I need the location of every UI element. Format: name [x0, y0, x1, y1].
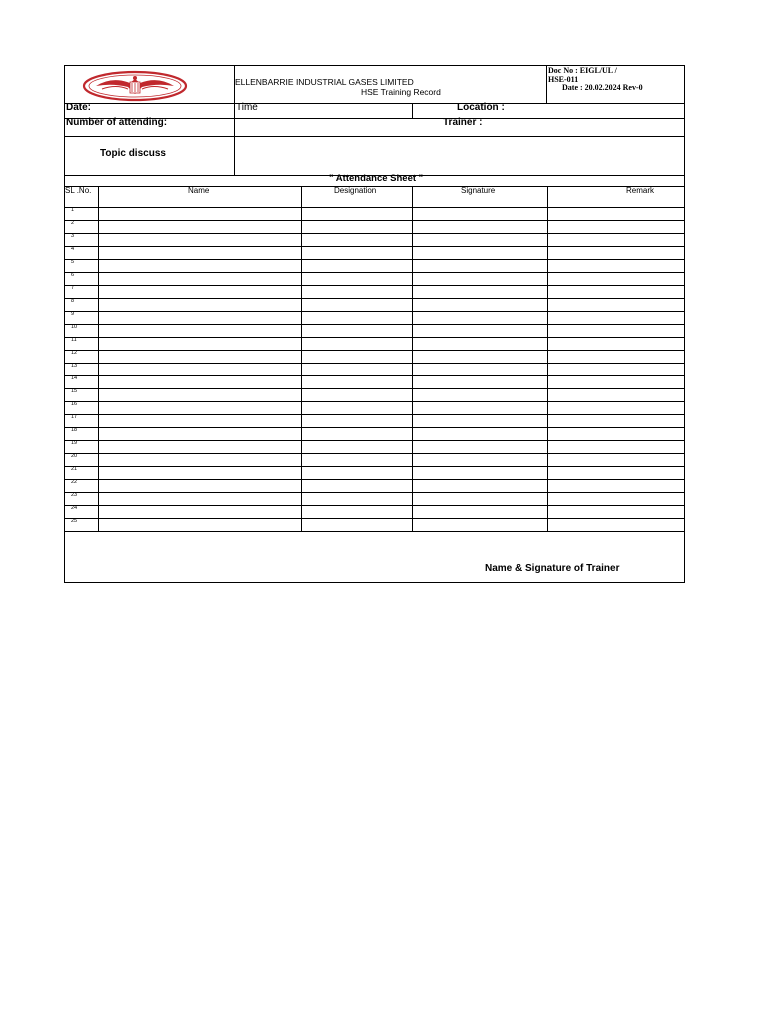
signature-cell[interactable] [413, 272, 546, 284]
signature-cell[interactable] [413, 220, 546, 232]
row-number: 17 [71, 414, 78, 421]
name-cell[interactable] [99, 493, 300, 505]
designation-cell[interactable] [302, 376, 411, 388]
col-remark: Remark [626, 186, 655, 195]
date-label: Date: [66, 102, 92, 113]
topic-field[interactable] [236, 137, 683, 174]
row-number: 15 [71, 388, 78, 395]
topic-label: Topic discuss [100, 148, 166, 159]
name-cell[interactable] [99, 480, 300, 492]
designation-cell[interactable] [302, 363, 411, 375]
name-cell[interactable] [99, 208, 300, 220]
designation-cell[interactable] [302, 259, 411, 271]
divider [546, 65, 547, 103]
divider [64, 388, 685, 389]
divider [64, 220, 685, 221]
col-signature: Signature [461, 186, 496, 195]
name-cell[interactable] [99, 402, 300, 414]
attending-label: Number of attending: [66, 117, 168, 128]
divider [64, 375, 685, 376]
name-cell[interactable] [99, 259, 300, 271]
attendance-title: " Attendance Sheet " [329, 173, 424, 184]
location-label: Location : [457, 102, 505, 113]
divider [64, 311, 685, 312]
remark-cell[interactable] [548, 480, 684, 492]
col-designation: Designation [334, 186, 377, 195]
designation-cell[interactable] [302, 389, 411, 401]
remark-cell[interactable] [548, 350, 684, 362]
designation-cell[interactable] [302, 324, 411, 336]
divider [64, 414, 685, 415]
signature-cell[interactable] [413, 259, 546, 271]
divider [412, 103, 413, 118]
remark-cell[interactable] [548, 454, 684, 466]
form-title: HSE Training Record [361, 87, 441, 97]
name-cell[interactable] [99, 298, 300, 310]
remark-cell[interactable] [548, 428, 684, 440]
row-number: 1 [71, 207, 75, 213]
signature-cell[interactable] [413, 285, 546, 297]
signature-cell[interactable] [413, 506, 546, 518]
eagle-emblem-icon [82, 70, 188, 102]
remark-cell[interactable] [548, 467, 684, 479]
remark-cell[interactable] [548, 389, 684, 401]
remark-cell[interactable] [548, 441, 684, 453]
remark-cell[interactable] [548, 298, 684, 310]
designation-cell[interactable] [302, 480, 411, 492]
doc-number: Doc No : EIGL/UL / [548, 66, 617, 75]
divider [64, 363, 685, 364]
row-number: 14 [71, 375, 78, 382]
divider [64, 492, 685, 493]
col-name: Name [188, 186, 210, 195]
signature-cell[interactable] [413, 298, 546, 310]
remark-cell[interactable] [548, 233, 684, 245]
designation-cell[interactable] [302, 428, 411, 440]
remark-cell[interactable] [548, 415, 684, 427]
name-cell[interactable] [99, 415, 300, 427]
designation-cell[interactable] [302, 506, 411, 518]
divider [64, 272, 685, 273]
row-number: 6 [71, 271, 75, 278]
divider [64, 531, 685, 532]
signature-cell[interactable] [413, 246, 546, 258]
row-number: 9 [71, 310, 75, 317]
signature-cell[interactable] [413, 467, 546, 479]
divider [64, 427, 685, 428]
divider [64, 401, 685, 402]
remark-cell[interactable] [548, 272, 684, 284]
divider [64, 285, 685, 286]
remark-cell[interactable] [548, 311, 684, 323]
signature-cell[interactable] [413, 402, 546, 414]
row-number: 22 [71, 479, 78, 486]
designation-cell[interactable] [302, 415, 411, 427]
designation-cell[interactable] [302, 246, 411, 258]
row-number: 21 [71, 466, 78, 473]
divider [64, 518, 685, 519]
name-cell[interactable] [99, 272, 300, 284]
name-cell[interactable] [99, 428, 300, 440]
trainer-label: Trainer : [443, 117, 483, 128]
trainer-signature-label: Name & Signature of Trainer [485, 563, 620, 574]
doc-date: Date : 20.02.2024 Rev-0 [562, 83, 643, 92]
signature-cell[interactable] [413, 389, 546, 401]
row-number: 20 [71, 453, 78, 460]
divider [64, 453, 685, 454]
designation-cell[interactable] [302, 467, 411, 479]
name-cell[interactable] [99, 233, 300, 245]
designation-cell[interactable] [302, 208, 411, 220]
designation-cell[interactable] [302, 272, 411, 284]
designation-cell[interactable] [302, 402, 411, 414]
remark-cell[interactable] [548, 506, 684, 518]
designation-cell[interactable] [302, 220, 411, 232]
designation-cell[interactable] [302, 350, 411, 362]
name-cell[interactable] [99, 376, 300, 388]
designation-cell[interactable] [302, 441, 411, 453]
trainer-field[interactable] [484, 119, 683, 132]
remark-cell[interactable] [548, 363, 684, 375]
row-number: 2 [71, 219, 75, 226]
name-cell[interactable] [99, 324, 300, 336]
divider [234, 65, 235, 175]
divider [64, 466, 685, 467]
row-number: 7 [71, 284, 75, 291]
row-number: 11 [71, 336, 77, 343]
name-cell[interactable] [99, 285, 300, 297]
date-field[interactable] [90, 104, 233, 117]
designation-cell[interactable] [302, 233, 411, 245]
designation-cell[interactable] [302, 298, 411, 310]
signature-cell[interactable] [413, 208, 546, 220]
divider [64, 259, 685, 260]
row-number: 13 [71, 362, 78, 369]
divider [64, 233, 685, 234]
name-cell[interactable] [99, 467, 300, 479]
divider [64, 440, 685, 441]
name-cell[interactable] [99, 337, 300, 349]
remark-cell[interactable] [548, 259, 684, 271]
remark-cell[interactable] [548, 285, 684, 297]
divider [64, 246, 685, 247]
remark-cell[interactable] [548, 493, 684, 505]
time-field[interactable] [262, 104, 410, 117]
remark-cell[interactable] [548, 337, 684, 349]
row-number: 18 [71, 427, 78, 434]
name-cell[interactable] [99, 441, 300, 453]
signature-cell[interactable] [413, 428, 546, 440]
remark-cell[interactable] [548, 519, 684, 531]
attending-count-field[interactable] [236, 119, 440, 132]
designation-cell[interactable] [302, 311, 411, 323]
remark-cell[interactable] [548, 246, 684, 258]
row-number: 10 [71, 323, 78, 330]
signature-cell[interactable] [413, 376, 546, 388]
row-number: 24 [71, 505, 78, 512]
time-label: Time [236, 102, 258, 113]
name-cell[interactable] [99, 246, 300, 258]
designation-cell[interactable] [302, 519, 411, 531]
row-number: 16 [71, 401, 78, 408]
name-cell[interactable] [99, 519, 300, 531]
remark-cell[interactable] [548, 324, 684, 336]
remark-cell[interactable] [548, 402, 684, 414]
name-cell[interactable] [99, 220, 300, 232]
signature-cell[interactable] [413, 233, 546, 245]
row-number: 8 [71, 297, 75, 304]
signature-cell[interactable] [413, 324, 546, 336]
row-number: 3 [71, 232, 75, 239]
signature-cell[interactable] [413, 480, 546, 492]
designation-cell[interactable] [302, 285, 411, 297]
signature-cell[interactable] [413, 519, 546, 531]
designation-cell[interactable] [302, 454, 411, 466]
divider [64, 350, 685, 351]
signature-cell[interactable] [413, 311, 546, 323]
signature-cell[interactable] [413, 337, 546, 349]
row-number: 19 [71, 440, 78, 447]
divider [64, 298, 685, 299]
remark-cell[interactable] [548, 376, 684, 388]
row-number: 23 [71, 492, 78, 499]
name-cell[interactable] [99, 454, 300, 466]
company-name: ELLENBARRIE INDUSTRIAL GASES LIMITED [235, 77, 414, 87]
signature-cell[interactable] [413, 441, 546, 453]
location-field[interactable] [505, 104, 683, 117]
row-number: 25 [71, 518, 78, 525]
row-number: 12 [71, 349, 78, 356]
signature-cell[interactable] [413, 454, 546, 466]
name-cell[interactable] [99, 389, 300, 401]
remark-cell[interactable] [548, 220, 684, 232]
divider [64, 337, 685, 338]
name-cell[interactable] [99, 350, 300, 362]
signature-cell[interactable] [413, 363, 546, 375]
divider [64, 324, 685, 325]
row-number: 5 [71, 258, 75, 265]
signature-cell[interactable] [413, 493, 546, 505]
col-sl-no: SL .No. [65, 186, 92, 195]
name-cell[interactable] [99, 311, 300, 323]
remark-cell[interactable] [548, 208, 684, 220]
signature-cell[interactable] [413, 350, 546, 362]
name-cell[interactable] [99, 363, 300, 375]
divider [64, 479, 685, 480]
divider [64, 505, 685, 506]
row-number: 4 [71, 245, 75, 252]
designation-cell[interactable] [302, 493, 411, 505]
name-cell[interactable] [99, 506, 300, 518]
signature-cell[interactable] [413, 415, 546, 427]
doc-number-line2: HSE-011 [548, 75, 579, 84]
designation-cell[interactable] [302, 337, 411, 349]
